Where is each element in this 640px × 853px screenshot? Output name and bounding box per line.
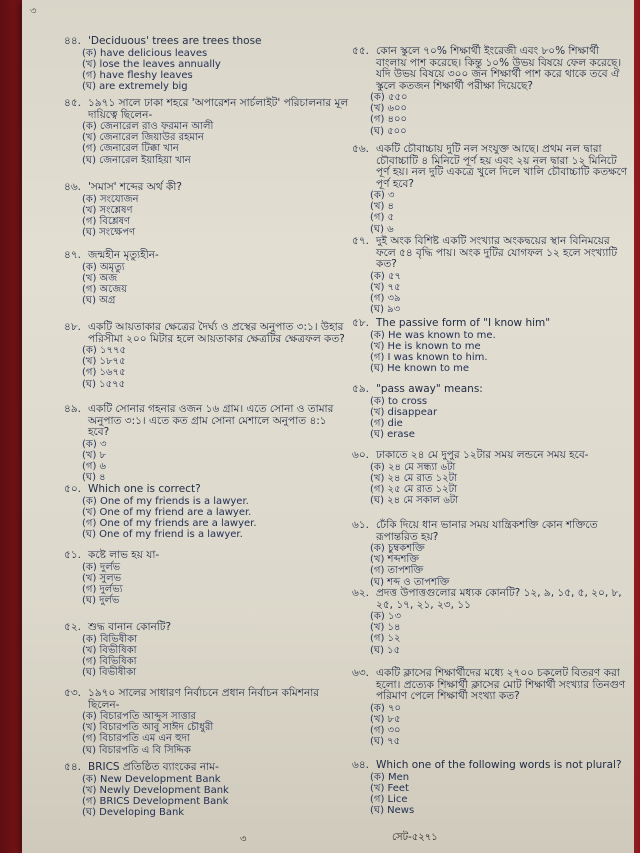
question-number: ৪৫. xyxy=(64,97,81,109)
question-number: ৫৫. xyxy=(352,45,369,57)
option: (গ) অজেয় xyxy=(82,283,128,295)
question-number: ৪৭. xyxy=(64,249,81,261)
question-text: The passive form of "I know him" xyxy=(376,317,551,329)
question-50 xyxy=(64,484,349,540)
question-number: ৫৩. xyxy=(64,687,81,699)
question-number: ৪৮. xyxy=(64,321,81,333)
question-text: দুই অংক বিশিষ্ট একটি সংখ্যার অংকদ্বয়ের স্থান বিনিময়ের ফলে ৫৪ বৃদ্ধি পায়। অংক দুটির যোগফল ১২ হলে সংখ্যাটি কত? xyxy=(376,235,618,270)
question-number: ৫৬. xyxy=(352,143,369,155)
option: (গ) জেনারেল টিক্কা খান xyxy=(82,143,179,155)
question-52 xyxy=(64,622,349,678)
question-number: ৫৪. xyxy=(64,761,81,773)
option: (খ) বিভীষিকা xyxy=(82,644,137,656)
option: (ঘ) News xyxy=(370,805,415,817)
option: (ঘ) erase xyxy=(370,429,415,441)
question-54 xyxy=(64,762,349,818)
option: (গ) I was known to him. xyxy=(370,351,488,363)
option: (ক) He was known to me. xyxy=(370,329,496,341)
option: (ক) have delicious leaves xyxy=(82,47,208,59)
option: (ক) ১৩ xyxy=(370,611,401,622)
option: (ঘ) One of my friend is a lawyer. xyxy=(82,529,243,541)
question-text: 'সমাস' শব্দের অর্থ কী? xyxy=(88,181,182,193)
option: (গ) বিচারপতি এম এন হুদা xyxy=(82,733,190,745)
corner-mark: ৩ xyxy=(30,6,37,17)
option: (গ) BRICS Development Bank xyxy=(82,795,229,807)
option: (ক) সংযোজন xyxy=(82,193,139,205)
option: (ক) ৩ xyxy=(370,190,395,201)
question-number: ৪৪. xyxy=(64,35,81,47)
option: (ক) to cross xyxy=(370,395,428,407)
option: (গ) ১২ xyxy=(370,633,401,645)
question-57 xyxy=(352,236,632,315)
question-text: 'Deciduous' trees are trees those xyxy=(88,35,262,47)
option: (গ) ৩০ xyxy=(370,724,401,736)
option: (ঘ) বিভীষীকা xyxy=(82,667,137,679)
question-53 xyxy=(64,688,349,756)
option: (খ) One of my friend are a lawyer. xyxy=(82,506,252,518)
option: (খ) ৮৫ xyxy=(370,713,401,725)
question-number: ৬৩. xyxy=(352,667,369,679)
question-45 xyxy=(64,98,349,166)
question-text: কোন স্কুলে ৭০% শিক্ষার্থী ইংরেজী এবং ৮০% শিক্ষার্থী বাংলায় পাশ করেছে। কিন্তু ১০% উভয় বিষয়ে ফেল করেছে। যদি উভয় বিষয়ে ৩০০ জন শিক্ষার্থী পাশ করে থাকে তবে ঐ স্কুলে কতজন শিক্ষার্থী পরীক্ষা দিয়েছে? xyxy=(376,45,622,92)
question-number: ৫৭. xyxy=(352,235,369,247)
option: (ঘ) অগ্র xyxy=(82,295,116,307)
option: (খ) অজ xyxy=(82,272,118,284)
option: (খ) সুলভ xyxy=(82,572,122,584)
option: (ক) বিভিষীকা xyxy=(82,633,137,645)
option: (ক) ৫৭ xyxy=(370,270,401,282)
question-text: একটি চৌবাচ্চায় দুটি নল সংযুক্ত আছে। প্রথম নল দ্বারা চৌবাচ্চাটি ৪ মিনিটে পূর্ণ হয় এবং ২য় নল দ্বারা ১২ মিনিটে পূর্ণ হয়। নল দুটি একত্রে খুলে দিলে খালি চৌবাচ্চাটি কতক্ষণে পূর্ণ হবে? xyxy=(376,143,628,190)
option: (খ) ১৮৭৫ xyxy=(82,356,126,368)
option: (ক) New Development Bank xyxy=(82,773,221,785)
option: (খ) জেনারেল জিয়াউর রহমান xyxy=(82,132,204,144)
question-text: কষ্টে লাভ হয় যা- xyxy=(88,549,160,561)
question-61 xyxy=(352,520,632,588)
question-text: প্রদত্ত উপাত্তগুলোর মধ্যক কোনটি? ১২, ৯, ১৫, ৫, ২০, ৮, ২৫, ১৭, ২১, ২৩, ১১ xyxy=(376,587,622,611)
question-48 xyxy=(64,322,349,390)
option: (গ) have fleshy leaves xyxy=(82,69,193,81)
option: (ক) ২৪ মে সন্ধ্যা ৬টা xyxy=(370,461,456,473)
option: (গ) One of my friends are a lawyer. xyxy=(82,517,257,529)
question-44 xyxy=(64,36,349,92)
option: (ঘ) Developing Bank xyxy=(82,807,185,819)
option: (ঘ) দুর্লভ xyxy=(82,595,120,607)
question-text: ঢাকাতে ২৪ মে দুপুর ১২টার সময় লন্ডনে সময় হবে- xyxy=(376,449,589,461)
question-55 xyxy=(352,46,632,137)
option: (ক) ৫৫০ xyxy=(370,92,408,103)
question-number: ৫৯. xyxy=(352,383,369,395)
option: (ক) জেনারেল রাও ফরমান আলী xyxy=(82,121,214,132)
option: (গ) দুর্লভ্য xyxy=(82,583,123,595)
question-number: ৬৪. xyxy=(352,759,369,771)
question-text: ঢেঁকি দিয়ে ধান ভানার সময় যান্ত্রিকশক্তি কোন শক্তিতে রূপান্তরিত হয়? xyxy=(376,519,598,543)
option: (ক) Men xyxy=(370,771,410,783)
question-text: শুদ্ধ বানান কোনটি? xyxy=(88,621,172,633)
question-number: ৫০. xyxy=(64,483,81,495)
option: (ঘ) সংক্ষেপণ xyxy=(82,227,136,239)
question-number: ৪৯. xyxy=(64,403,81,415)
question-63 xyxy=(352,668,632,747)
option: (খ) Newly Development Bank xyxy=(82,784,229,796)
option: (গ) ২৫ মে রাত ১২টা xyxy=(370,483,457,495)
question-text: Which one is correct? xyxy=(88,483,201,495)
question-text: BRICS প্রতিষ্ঠিত ব্যাংকের নাম- xyxy=(88,761,219,773)
question-49 xyxy=(64,404,349,483)
option: (গ) die xyxy=(370,417,403,429)
option: (গ) তাপশক্তি xyxy=(370,565,424,577)
option: (খ) Feet xyxy=(370,782,409,794)
option: (ঘ) ২৪ মে সকাল ৬টা xyxy=(370,495,459,507)
question-47 xyxy=(64,250,349,306)
option: (গ) Lice xyxy=(370,793,408,805)
option: (গ) ১৬৭৫ xyxy=(82,367,126,379)
question-text: জন্মহীন মৃত্যুহীন- xyxy=(88,249,159,261)
option: (খ) ৮ xyxy=(82,449,107,461)
option: (গ) ৫ xyxy=(370,212,395,224)
question-number: ৬০. xyxy=(352,449,369,461)
option: (ঘ) are extremely big xyxy=(82,81,188,93)
question-text: Which one of the following words is not plural? xyxy=(376,759,622,771)
option: (গ) ৪০০ xyxy=(370,114,408,126)
question-60 xyxy=(352,450,632,506)
option: (খ) সংশ্লেষণ xyxy=(82,204,133,216)
option: (খ) ৪ xyxy=(370,201,395,213)
option: (ঘ) বিচারপতি এ বি সিদ্দিক xyxy=(82,744,191,756)
option: (ঘ) He known to me xyxy=(370,363,470,375)
question-number: ৪৬. xyxy=(64,181,81,193)
question-number: ৬১. xyxy=(352,519,369,531)
question-text: একটি সোনার গহনার ওজন ১৬ গ্রাম। এতে সোনা ও তামার অনুপাত ৩:১। এতে কত গ্রাম সোনা মেশালে অনুপাত ৪:১ হবে? xyxy=(88,403,334,438)
option: (ঘ) ১৫৭৫ xyxy=(82,378,126,390)
question-number: ৬২. xyxy=(352,587,369,599)
question-46 xyxy=(64,182,349,238)
option: (ঘ) ১৫ xyxy=(370,644,401,656)
option: (খ) শব্দশক্তি xyxy=(370,554,419,566)
question-text: ১৯৭১ সালে ঢাকা শহরে 'অপারেশন সার্চলাইট' পরিচালনার মূল দায়িত্বে ছিলেন- xyxy=(88,97,349,121)
question-number: ৫৮. xyxy=(352,317,369,329)
option: (গ) বিভিষিকা xyxy=(82,655,137,667)
option: (ঘ) ৫০০ xyxy=(370,125,407,137)
option: (ঘ) ৭৫ xyxy=(370,736,401,748)
question-56 xyxy=(352,144,632,235)
option: (খ) ২৪ মে রাত ১২টা xyxy=(370,472,457,484)
question-64 xyxy=(352,760,632,816)
option: (ক) দুর্লভ xyxy=(82,561,121,573)
option: (ক) চুম্বকশক্তি xyxy=(370,543,425,554)
page-number: ৩ xyxy=(240,834,247,845)
option: (ক) অমৃত্যু xyxy=(82,261,125,273)
option: (গ) ৬ xyxy=(82,460,107,472)
question-text: একটি ক্লাসের শিক্ষার্থীদের মধ্যে ২৭০০ চকলেট বিতরণ করা হলো। প্রত্যেক শিক্ষার্থী ক্লাসের মোট শিক্ষার্থী সংখ্যার তিনগুণ পরিমাণ পেলে শিক্ষার্থী সংখ্যা কত? xyxy=(376,667,626,702)
set-code: সেট-৫২৭১ xyxy=(392,832,438,843)
question-62 xyxy=(352,588,632,656)
option: (ক) ৭০ xyxy=(370,702,401,714)
option: (খ) lose the leaves annually xyxy=(82,58,221,70)
option: (ক) ১৭৭৫ xyxy=(82,345,126,356)
option: (খ) ৬০০ xyxy=(370,103,408,115)
option: (ক) বিচারপতি আব্দুস সাত্তার xyxy=(82,711,197,722)
option: (গ) ৩৯ xyxy=(370,292,401,304)
question-text: ১৯৭০ সালের সাধারণ নির্বাচনে প্রধান নির্বাচন কমিশনার ছিলেন- xyxy=(88,687,320,711)
option: (খ) ১৪ xyxy=(370,622,401,634)
option: (ঘ) ৪ xyxy=(82,472,106,484)
question-paper xyxy=(22,0,634,853)
option: (খ) He is known to me xyxy=(370,340,481,352)
option: (ঘ) ৬ xyxy=(370,223,394,235)
option: (ঘ) জেনারেল ইয়াহিয়া খান xyxy=(82,154,191,166)
option: (ঘ) ৯৩ xyxy=(370,304,401,316)
option: (গ) বিশ্লেষণ xyxy=(82,215,131,227)
option: (ঘ) শব্দ ও তাপশক্তি xyxy=(370,576,450,588)
question-59 xyxy=(352,384,632,440)
question-text: একটি আয়তাকার ক্ষেত্রের দৈর্ঘ্য ও প্রস্থের অনুপাত ৩:১। উহার পরিসীমা ২০০ মিটার হলে আয়তাকার ক্ষেত্রটির ক্ষেত্রফল কত? xyxy=(88,321,345,345)
question-51 xyxy=(64,550,349,606)
question-number: ৫১. xyxy=(64,549,81,561)
option: (খ) ৭৫ xyxy=(370,281,401,293)
question-text: "pass away" means: xyxy=(376,383,483,395)
option: (ক) One of my friends is a lawyer. xyxy=(82,495,249,507)
question-58 xyxy=(352,318,632,374)
question-number: ৫২. xyxy=(64,621,81,633)
option: (খ) disappear xyxy=(370,406,438,418)
option: (খ) বিচারপতি আবু সাঈদ চৌধুরী xyxy=(82,722,214,734)
option: (ক) ৩ xyxy=(82,438,107,450)
